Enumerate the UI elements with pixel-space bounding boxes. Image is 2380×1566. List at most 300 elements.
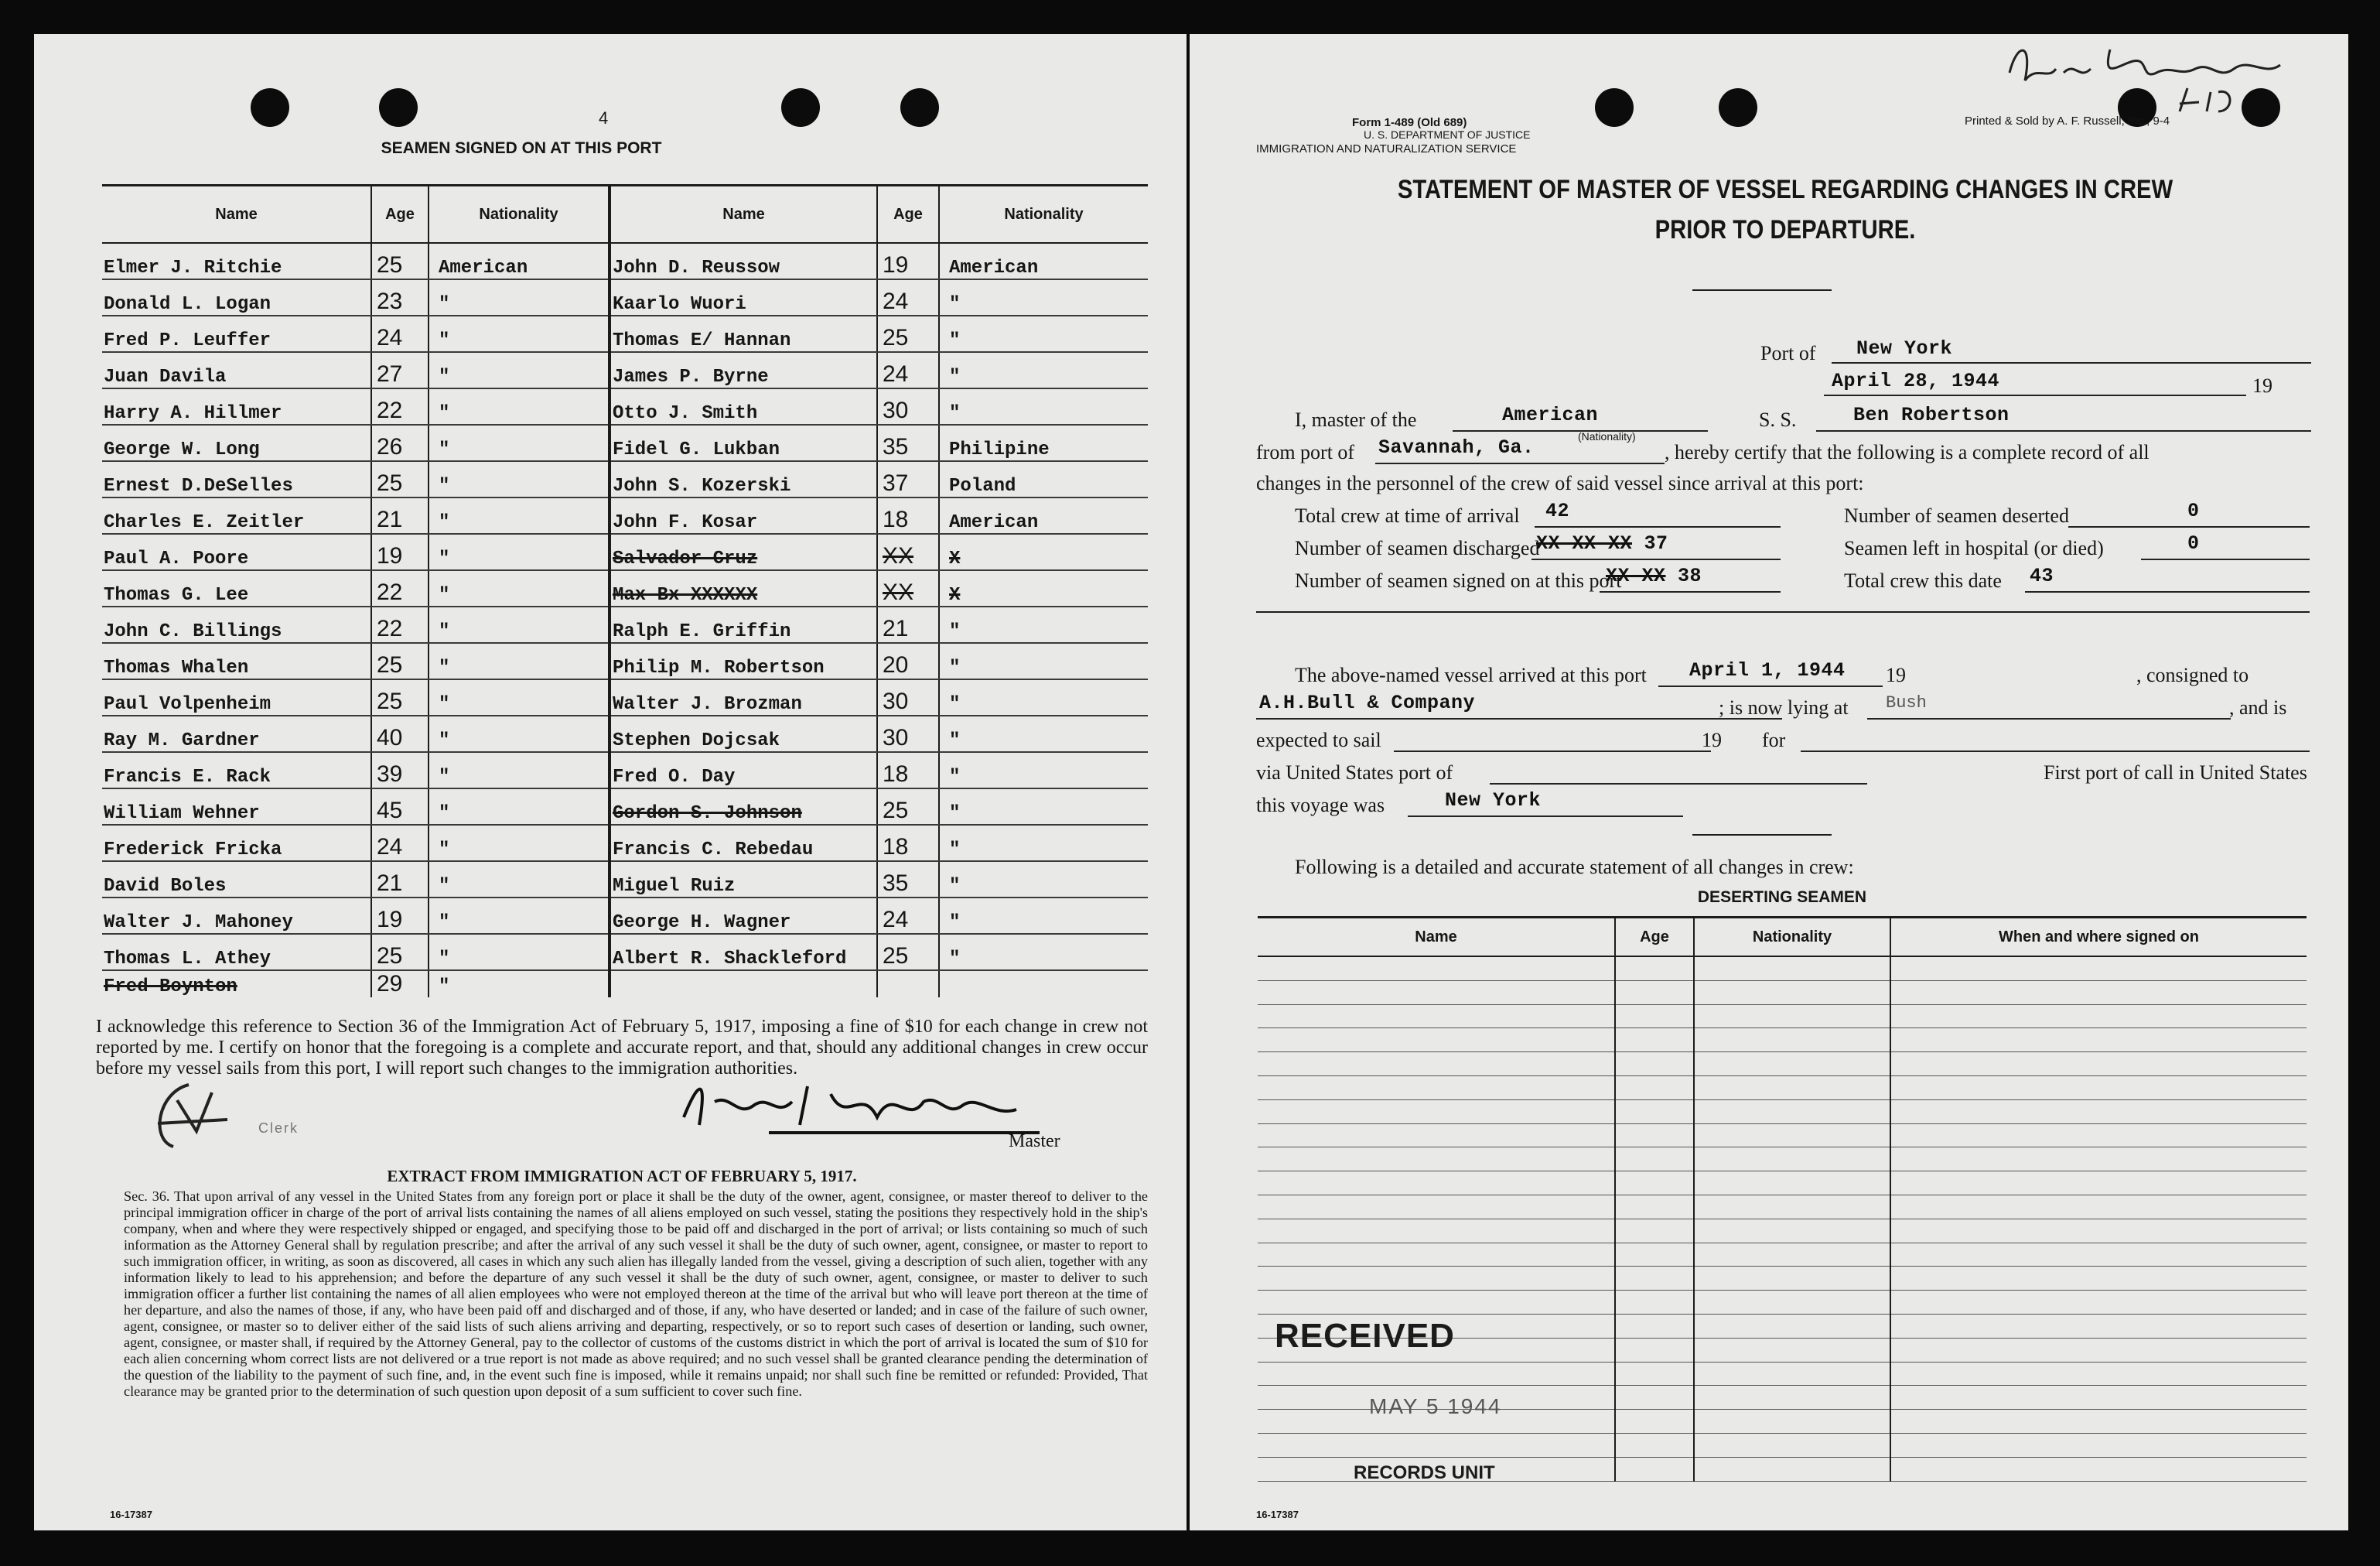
handwritten-number: [2114, 40, 2115, 41]
binder-hole: [1595, 88, 1634, 127]
seaman-name: [610, 461, 877, 497]
table-row: [1258, 1028, 2307, 1052]
seaman-nationality-text: ": [439, 976, 450, 997]
seaman-name-text: Salvador Cruz: [613, 549, 758, 569]
seaman-age-text: 21: [377, 507, 403, 532]
table-row: [102, 279, 1148, 316]
seaman-nationality-text: ": [439, 767, 450, 788]
empty-cell: [1258, 980, 1615, 1004]
seaman-name-text: Walter J. Mahoney: [104, 912, 293, 933]
seaman-age: [371, 243, 429, 279]
seaman-age-text: 24: [377, 834, 403, 860]
binder-hole: [781, 88, 820, 127]
table-row: [1258, 1075, 2307, 1099]
seaman-nationality: [939, 316, 1148, 352]
seaman-name: [610, 607, 877, 643]
seaman-name-text: Charles E. Zeitler: [104, 512, 305, 533]
seaman-age-text: 23: [377, 289, 403, 314]
seaman-name-text: John D. Reussow: [613, 258, 780, 279]
form-title-line2: PRIOR TO DEPARTURE.: [1654, 215, 1916, 244]
seaman-age: [371, 752, 429, 788]
empty-cell: [1258, 1171, 1615, 1195]
arrived-value: April 1, 1944: [1689, 659, 1846, 682]
table-row: [102, 243, 1148, 279]
empty-cell: [1694, 1052, 1890, 1076]
seaman-nationality: [939, 788, 1148, 825]
seaman-age-text: 25: [377, 652, 403, 678]
port-value: New York: [1856, 337, 1953, 360]
seaman-nationality-text: X: [949, 549, 961, 569]
empty-cell: [1694, 1171, 1890, 1195]
seaman-name: [102, 934, 371, 970]
seaman-age: [877, 825, 939, 861]
empty-cell: [1890, 1123, 2307, 1147]
consignee-value: A.H.Bull & Company: [1259, 692, 1476, 714]
seaman-name: [610, 898, 877, 934]
seaman-nationality: [939, 607, 1148, 643]
right-page: [1190, 34, 2348, 1530]
seaman-age: [371, 934, 429, 970]
seaman-age-text: 22: [377, 398, 403, 423]
seaman-nationality-text: ": [439, 730, 450, 751]
year-prefix: 19: [2252, 374, 2272, 397]
table-row: [102, 316, 1148, 352]
empty-cell: [1615, 1147, 1694, 1171]
seaman-name-text: George H. Wagner: [613, 912, 791, 933]
seaman-age-text: 39: [377, 761, 403, 787]
seaman-name-text: Paul Volpenheim: [104, 694, 271, 715]
table-row: [102, 352, 1148, 388]
from-port-label: from port of: [1256, 441, 1355, 463]
voyage-value: New York: [1445, 789, 1542, 812]
table-row: [102, 861, 1148, 898]
col-age: Age: [877, 186, 939, 244]
signed-on-value: XX XX 38: [1606, 565, 1702, 587]
seaman-nationality: [429, 788, 610, 825]
seaman-age: [877, 352, 939, 388]
seaman-age-text: 24: [883, 289, 909, 314]
seaman-age-text: 29: [377, 971, 403, 997]
empty-cell: [1890, 1028, 2307, 1052]
lying-label: ; is now lying at: [1719, 696, 1849, 719]
col-when-where: When and where signed on: [1890, 918, 2307, 957]
table-row: [1258, 1267, 2307, 1291]
col-age: Age: [371, 186, 429, 244]
seaman-age: [877, 716, 939, 752]
total-crew-arrival-value: 42: [1545, 500, 1570, 522]
seaman-age: [371, 970, 429, 997]
seaman-nationality-text: ": [949, 330, 961, 351]
seaman-nationality-text: ": [439, 585, 450, 606]
hospital-value: 0: [2187, 532, 2200, 555]
seaman-nationality: [429, 752, 610, 788]
seaman-name-text: John C. Billings: [104, 621, 282, 642]
empty-cell: [1615, 1028, 1694, 1052]
signed-on-label: Number of seamen signed on at this port: [1295, 569, 1622, 592]
seaman-name-text: Max Bx XXXXXX: [613, 585, 758, 606]
seaman-age: [371, 461, 429, 497]
empty-cell: [1694, 1243, 1890, 1267]
seaman-nationality-text: ": [439, 839, 450, 860]
seaman-name: [610, 316, 877, 352]
master-label: Master: [1009, 1131, 1060, 1151]
received-stamp: RECEIVED: [1275, 1317, 1455, 1355]
seaman-name: [102, 279, 371, 316]
seaman-age-text: 25: [883, 325, 909, 350]
seaman-nationality-text: American: [949, 512, 1039, 533]
seaman-nationality-text: ": [949, 403, 961, 424]
seaman-nationality-text: ": [949, 621, 961, 642]
seaman-nationality: [939, 716, 1148, 752]
seaman-nationality-text: ": [439, 294, 450, 315]
total-crew-date-value: 43: [2030, 565, 2054, 587]
seaman-name-text: William Wehner: [104, 803, 260, 824]
seaman-nationality: [429, 425, 610, 461]
seaman-nationality: [939, 898, 1148, 934]
empty-cell: [1258, 1123, 1615, 1147]
seaman-name-text: Stephen Dojcsak: [613, 730, 780, 751]
seaman-age: [371, 388, 429, 425]
extract-title: EXTRACT FROM IMMIGRATION ACT OF FEBRUARY 5, 1917.: [387, 1167, 857, 1185]
lying-value: Bush: [1886, 693, 1927, 713]
seaman-nationality: [429, 970, 610, 997]
voyage-label: this voyage was: [1256, 794, 1385, 816]
seaman-nationality-text: ": [949, 912, 961, 933]
seaman-age-text: 30: [883, 398, 909, 423]
handwritten-annotation: [2002, 34, 2311, 111]
seaman-age: [877, 679, 939, 716]
seaman-nationality-text: ": [949, 658, 961, 679]
seaman-nationality: [429, 316, 610, 352]
service: IMMIGRATION AND NATURALIZATION SERVICE: [1256, 142, 1517, 156]
seaman-nationality: [939, 825, 1148, 861]
seaman-name: [102, 497, 371, 534]
empty-cell: [1890, 956, 2307, 980]
seaman-age-text: 24: [883, 907, 909, 932]
seaman-nationality-text: ": [949, 767, 961, 788]
seaman-nationality-text: ": [949, 294, 961, 315]
seaman-age: [877, 788, 939, 825]
seaman-nationality-text: ": [439, 367, 450, 388]
empty-cell: [1694, 956, 1890, 980]
seaman-nationality: [429, 861, 610, 898]
seaman-name-text: Thomas G. Lee: [104, 585, 249, 606]
seaman-nationality: [939, 497, 1148, 534]
seaman-name-text: Ernest D.DeSelles: [104, 476, 293, 497]
master-signature: [653, 1071, 1070, 1140]
empty-cell: [1694, 1028, 1890, 1052]
seaman-name-text: Juan Davila: [104, 367, 227, 388]
seaman-nationality: [939, 352, 1148, 388]
seaman-name: [610, 243, 877, 279]
empty-cell: [1258, 1219, 1615, 1243]
col-name: Name: [610, 186, 877, 244]
seaman-nationality-text: ": [949, 839, 961, 860]
seaman-age: [877, 898, 939, 934]
consigned-label: , consigned to: [2136, 664, 2249, 686]
seaman-name-text: Donald L. Logan: [104, 294, 271, 315]
and-is-label: , and is: [2229, 696, 2287, 719]
seaman-age: [877, 243, 939, 279]
seaman-name-text: Kaarlo Wuori: [613, 294, 746, 315]
empty-cell: [1694, 1291, 1890, 1315]
empty-cell: [1694, 980, 1890, 1004]
seaman-nationality-text: ": [439, 694, 450, 715]
seaman-nationality: [939, 934, 1148, 970]
seaman-nationality: [939, 752, 1148, 788]
table-row: [102, 643, 1148, 679]
seaman-nationality: [429, 243, 610, 279]
empty-cell: [1694, 1147, 1890, 1171]
seaman-name: [610, 425, 877, 461]
seaman-nationality-text: ": [439, 803, 450, 824]
col-nationality: Nationality: [429, 186, 610, 244]
empty-cell: [1890, 1075, 2307, 1099]
discharged-label: Number of seamen discharged: [1295, 537, 1540, 559]
arrived-label: The above-named vessel arrived at this port: [1295, 664, 1647, 686]
seaman-nationality: [429, 934, 610, 970]
empty-cell: [1890, 1433, 2307, 1457]
table-row: [1258, 1171, 2307, 1195]
empty-cell: [1258, 1099, 1615, 1123]
empty-cell: [1694, 1004, 1890, 1028]
empty-cell: [1615, 1004, 1694, 1028]
seaman-age-text: 37: [883, 470, 909, 496]
total-crew-date-label: Total crew this date: [1844, 569, 2002, 592]
table-row: [1258, 1243, 2307, 1267]
seaman-name: [102, 461, 371, 497]
seaman-age: [371, 643, 429, 679]
seaman-name-text: Francis E. Rack: [104, 767, 271, 788]
seaman-name: [102, 643, 371, 679]
clerk-label: Clerk: [258, 1120, 299, 1136]
records-unit: RECORDS UNIT: [1354, 1462, 1495, 1483]
seaman-age: [877, 643, 939, 679]
deserting-title: DESERTING SEAMEN: [1697, 888, 1867, 906]
empty-cell: [1694, 1075, 1890, 1099]
table-row: [102, 970, 1148, 997]
seaman-age: [371, 716, 429, 752]
seaman-nationality-text: American: [439, 258, 528, 279]
empty-cell: [1615, 1314, 1694, 1338]
empty-cell: [1890, 1338, 2307, 1362]
table-row: [102, 607, 1148, 643]
ss-label: S. S.: [1759, 409, 1797, 431]
binder-hole: [251, 88, 289, 127]
seaman-nationality-text: ": [949, 803, 961, 824]
seaman-age-text: 22: [377, 580, 403, 605]
page-number: 4: [599, 108, 609, 128]
seaman-age-text: 30: [883, 725, 909, 751]
seaman-age-text: 25: [883, 798, 909, 823]
seaman-age: [877, 316, 939, 352]
seaman-name: [610, 861, 877, 898]
table-row: [102, 461, 1148, 497]
seaman-nationality: [429, 898, 610, 934]
seaman-name: [102, 607, 371, 643]
table-row: [1258, 956, 2307, 980]
empty-cell: [1890, 1052, 2307, 1076]
seaman-nationality: [429, 679, 610, 716]
empty-cell: [1615, 1075, 1694, 1099]
seaman-name-text: John S. Kozerski: [613, 476, 791, 497]
seaman-nationality-text: ": [439, 549, 450, 569]
for-label: for: [1762, 729, 1786, 751]
table-row: [1258, 1195, 2307, 1219]
empty-cell: [1615, 1171, 1694, 1195]
empty-cell: [1615, 1386, 1694, 1410]
seaman-name-text: Albert R. Shackleford: [613, 949, 847, 969]
empty-cell: [1890, 980, 2307, 1004]
seaman-nationality: [939, 534, 1148, 570]
empty-cell: [1890, 1314, 2307, 1338]
seaman-nationality-text: ": [439, 476, 450, 497]
seaman-age: [371, 679, 429, 716]
empty-cell: [1890, 1386, 2307, 1410]
seaman-name-text: Fidel G. Lukban: [613, 439, 780, 460]
section-title: SEAMEN SIGNED ON AT THIS PORT: [381, 139, 662, 157]
seaman-name: [610, 643, 877, 679]
table-row: [102, 425, 1148, 461]
seaman-nationality: [939, 279, 1148, 316]
table-row: [1258, 1099, 2307, 1123]
empty-cell: [1615, 1219, 1694, 1243]
certify-text: , hereby certify that the following is a complete record of all: [1665, 441, 2150, 463]
empty-cell: [1890, 1410, 2307, 1434]
seaman-name: [102, 825, 371, 861]
seaman-nationality: [429, 352, 610, 388]
seaman-name-text: Fred O. Day: [613, 767, 736, 788]
table-row: [102, 570, 1148, 607]
empty-cell: [1615, 1362, 1694, 1386]
seaman-age: [877, 934, 939, 970]
table-row: [102, 934, 1148, 970]
empty-cell: [1694, 1433, 1890, 1457]
seaman-nationality-text: Philipine: [949, 439, 1050, 460]
col-nationality: Nationality: [939, 186, 1148, 244]
seaman-age-text: 25: [377, 470, 403, 496]
empty-cell: [1890, 1362, 2307, 1386]
seaman-age-text: 18: [883, 507, 909, 532]
empty-cell: [1615, 1195, 1694, 1219]
seaman-age-text: 30: [883, 689, 909, 714]
seaman-nationality-text: ": [949, 730, 961, 751]
seaman-name: [102, 243, 371, 279]
seaman-age: [371, 497, 429, 534]
seaman-name: [102, 716, 371, 752]
empty-cell: [1615, 1267, 1694, 1291]
table-row: [102, 788, 1148, 825]
seaman-age-text: 25: [377, 689, 403, 714]
seaman-name: [102, 352, 371, 388]
empty-cell: [1615, 1410, 1694, 1434]
form-code: 16-17387: [110, 1509, 152, 1520]
seaman-name: [610, 788, 877, 825]
seaman-name-text: Thomas E/ Hannan: [613, 330, 791, 351]
seaman-age-text: 19: [883, 252, 909, 278]
empty-cell: [1258, 1028, 1615, 1052]
seaman-name-text: Thomas Whalen: [104, 658, 249, 679]
deserted-value: 0: [2187, 500, 2200, 522]
seaman-age: [371, 534, 429, 570]
table-row: [1258, 1147, 2307, 1171]
seaman-age-text: 22: [377, 616, 403, 641]
seaman-age: [371, 825, 429, 861]
seaman-name-text: Fred P. Leuffer: [104, 330, 271, 351]
form-title-line1: STATEMENT OF MASTER OF VESSEL REGARDING CHANGES IN CREW: [1397, 175, 2173, 204]
seaman-name: [610, 825, 877, 861]
seaman-name: [102, 679, 371, 716]
table-row: [102, 497, 1148, 534]
seaman-nationality: [939, 570, 1148, 607]
seaman-age-text: 25: [377, 943, 403, 969]
empty-cell: [1258, 1267, 1615, 1291]
department: U. S. DEPARTMENT OF JUSTICE: [1364, 128, 1531, 141]
seaman-name: [102, 570, 371, 607]
table-row: [1258, 1052, 2307, 1076]
seaman-age: [877, 388, 939, 425]
seaman-nationality: [429, 461, 610, 497]
seaman-age-text: 45: [377, 798, 403, 823]
seaman-age-text: 24: [883, 361, 909, 387]
table-row: [102, 679, 1148, 716]
seaman-nationality-text: American: [949, 258, 1039, 279]
seaman-age: [371, 352, 429, 388]
col-name: Name: [102, 186, 371, 244]
form-code: 16-17387: [1256, 1509, 1299, 1520]
seaman-age-text: 25: [377, 252, 403, 278]
table-row: [102, 534, 1148, 570]
empty-cell: [1615, 1291, 1694, 1315]
seaman-nationality: [939, 461, 1148, 497]
via-label: via United States port of: [1256, 761, 1453, 784]
seaman-nationality: [429, 388, 610, 425]
seaman-name: [610, 388, 877, 425]
empty-cell: [1258, 1291, 1615, 1315]
nationality-label: (Nationality): [1578, 430, 1636, 443]
empty-cell: [939, 970, 1148, 997]
seaman-name-text: Francis C. Rebedau: [613, 839, 814, 860]
seaman-nationality-text: ": [439, 876, 450, 897]
empty-cell: [1615, 1099, 1694, 1123]
empty-cell: [1258, 1147, 1615, 1171]
ship-value: Ben Robertson: [1853, 404, 2010, 426]
clerk-initials: [142, 1077, 235, 1154]
seaman-age: [877, 279, 939, 316]
empty-cell: [1890, 1267, 2307, 1291]
deserted-label: Number of seamen deserted: [1844, 504, 2069, 527]
empty-cell: [1694, 1099, 1890, 1123]
seaman-age: [371, 425, 429, 461]
seaman-name-text: David Boles: [104, 876, 227, 897]
seaman-nationality-text: ": [439, 912, 450, 933]
seaman-nationality: [429, 279, 610, 316]
empty-cell: [1890, 1195, 2307, 1219]
seaman-nationality-text: Poland: [949, 476, 1016, 497]
empty-cell: [1258, 1075, 1615, 1099]
seaman-age: [877, 861, 939, 898]
seaman-name: [102, 970, 371, 997]
seaman-age-text: 26: [377, 434, 403, 460]
seaman-age-text: 35: [883, 870, 909, 896]
table-row: [102, 388, 1148, 425]
seaman-nationality: [429, 643, 610, 679]
seaman-name-text: Paul A. Poore: [104, 549, 249, 569]
seaman-name: [610, 934, 877, 970]
seaman-name-text: Otto J. Smith: [613, 403, 758, 424]
empty-cell: [1694, 1314, 1890, 1338]
from-port-value: Savannah, Ga.: [1378, 436, 1535, 459]
